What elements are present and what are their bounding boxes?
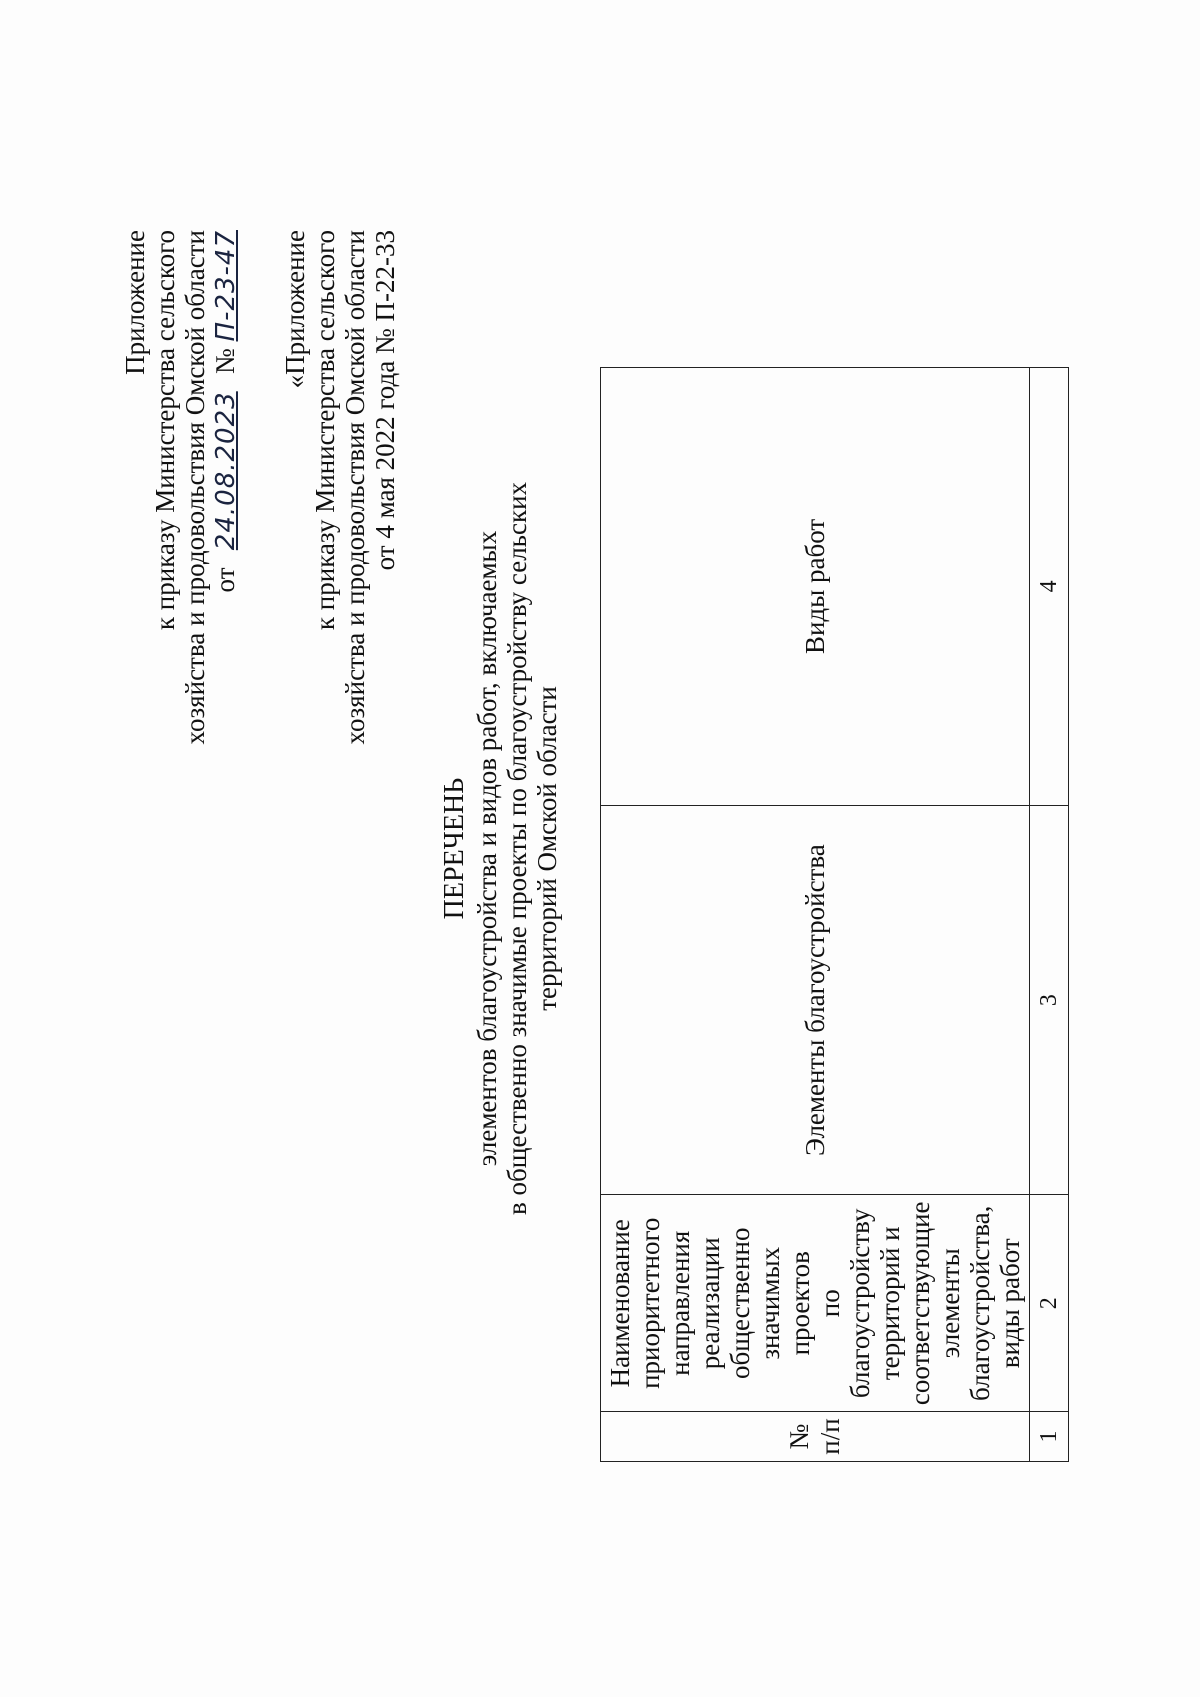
document-subtitle-line3: территорий Омской области — [532, 686, 562, 1011]
table-number-row — [1030, 368, 1069, 1462]
document-heading — [440, 0, 562, 1697]
header-works: Виды работ — [601, 368, 1030, 806]
column-number: 4 — [1030, 368, 1069, 806]
header-direction-line: Наименование — [605, 1219, 635, 1388]
works-table — [600, 367, 1069, 1462]
annex-order-date-handwritten: 24.08.2023 — [211, 391, 241, 551]
annex-original-line3: от 4 мая 2022 года № П-22-33 — [370, 230, 400, 571]
header-direction — [601, 1195, 1030, 1412]
annex-order-title: Приложение — [120, 230, 150, 375]
header-number-line: № — [784, 1423, 814, 1450]
annex-order-line1: к приказу Министерства сельского — [150, 230, 180, 631]
column-number: 2 — [1030, 1195, 1069, 1412]
header-direction-line: соответствующие — [905, 1201, 935, 1406]
header-direction-line: значимых проектов — [755, 1246, 815, 1360]
header-direction-line: реализации — [695, 1237, 725, 1370]
annex-order-date-prefix: от — [210, 567, 240, 593]
annex-order-number-handwritten: П-23-47 — [211, 230, 241, 342]
annex-original-line1: к приказу Министерства сельского — [310, 230, 340, 631]
header-direction-line: направления — [665, 1230, 695, 1376]
header-number — [601, 1412, 1030, 1462]
annex-order-line2: хозяйства и продовольствия Омской области — [180, 230, 210, 745]
header-direction-line: по благоустройству — [815, 1208, 875, 1399]
header-direction-line: элементы — [935, 1248, 965, 1359]
header-elements: Элементы благоустройства — [601, 805, 1030, 1195]
header-direction-line: территорий и — [875, 1226, 905, 1381]
header-number-line: п/п — [815, 1418, 845, 1455]
column-number: 3 — [1030, 805, 1069, 1195]
document-title: ПЕРЕЧЕНЬ — [439, 777, 470, 920]
annex-original-line2: хозяйства и продовольствия Омской области — [340, 230, 370, 745]
annex-order-date-line — [210, 230, 241, 744]
header-direction-line: благоустройства, — [965, 1205, 995, 1401]
annex-order-block — [120, 230, 241, 744]
header-direction-line: виды работ — [995, 1238, 1025, 1369]
header-direction-line: приоритетного — [635, 1217, 665, 1389]
annex-original-title: «Приложение — [280, 230, 310, 389]
table-header-row — [601, 368, 1030, 1462]
column-number: 1 — [1030, 1412, 1069, 1462]
header-direction-line: общественно — [725, 1227, 755, 1379]
document-subtitle-line1: элементов благоустройства и видов работ, включаемых — [472, 530, 502, 1167]
annex-order-number-prefix: № — [210, 348, 240, 374]
annex-original-block — [280, 230, 400, 744]
document-subtitle-line2: в общественно значимые проекты по благоустройству сельских — [502, 481, 532, 1216]
